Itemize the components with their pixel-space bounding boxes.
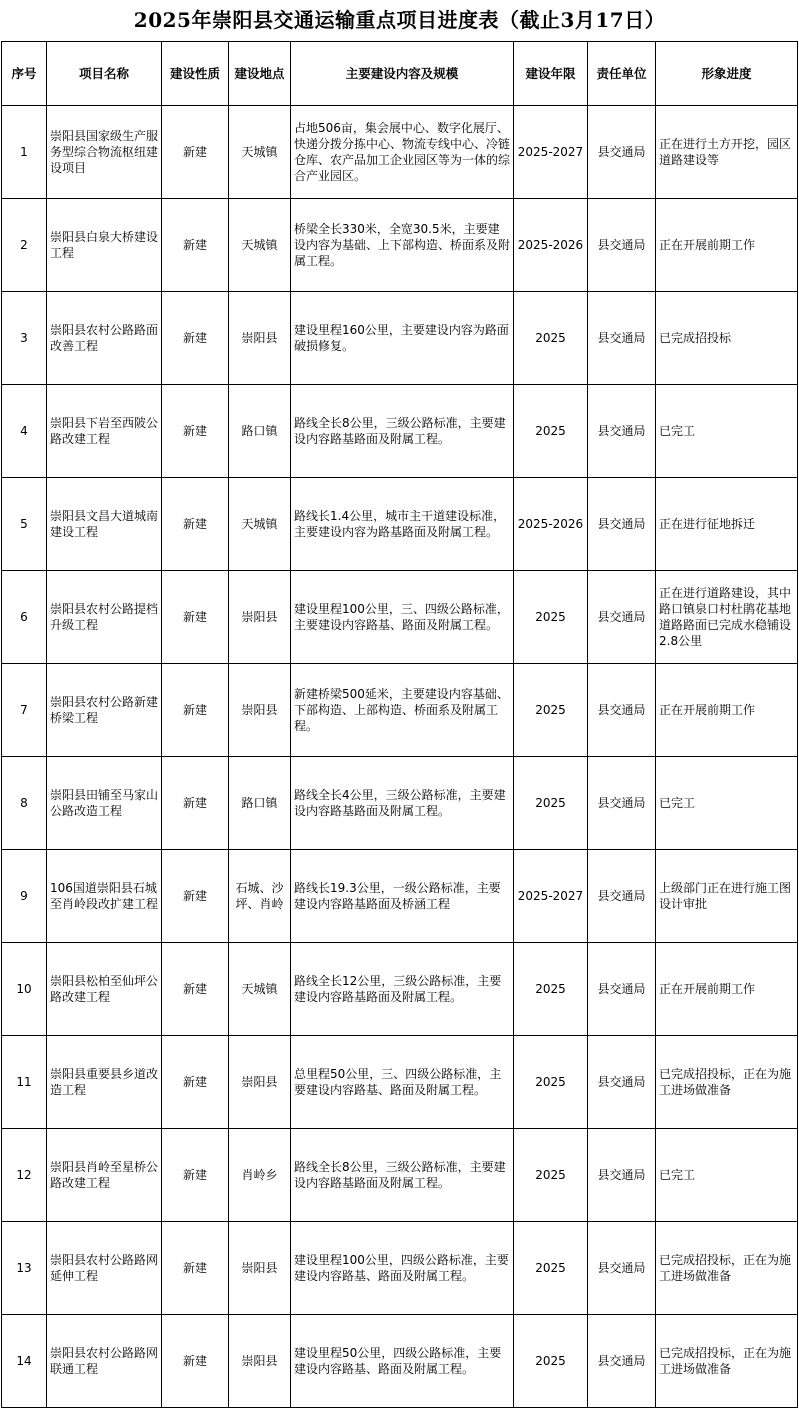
cell-location: 天城镇 [229,106,291,199]
cell-index: 10 [2,943,47,1036]
cell-location: 崇阳县 [229,292,291,385]
cell-content-scale: 路线全长8公里，三级公路标准，主要建设内容路基路面及附属工程。 [291,1129,514,1222]
cell-period: 2025 [514,757,588,850]
cell-index: 2 [2,199,47,292]
table-row [2,385,798,478]
cell-index: 14 [2,1315,47,1408]
cell-construction-type: 新建 [162,1315,229,1408]
cell-unit: 县交通局 [588,385,656,478]
cell-index: 12 [2,1129,47,1222]
header-period: 建设年限 [514,42,588,106]
cell-period: 2025-2026 [514,199,588,292]
cell-project-name: 崇阳县重要县乡道改造工程 [47,1036,162,1129]
cell-unit: 县交通局 [588,850,656,943]
cell-content-scale: 路线全长8公里，三级公路标准，主要建设内容路基路面及附属工程。 [291,385,514,478]
cell-period: 2025 [514,292,588,385]
cell-period: 2025 [514,385,588,478]
cell-location: 崇阳县 [229,571,291,664]
cell-content-scale: 新建桥梁500延米，主要建设内容基础、下部构造、上部构造、桥面系及附属工程。 [291,664,514,757]
header-progress: 形象进度 [656,42,798,106]
cell-index: 13 [2,1222,47,1315]
cell-unit: 县交通局 [588,478,656,571]
cell-period: 2025 [514,1315,588,1408]
cell-period: 2025 [514,571,588,664]
project-progress-table [1,41,798,1408]
cell-content-scale: 建设里程100公里，三、四级公路标准，主要建设内容路基、路面及附属工程。 [291,571,514,664]
cell-progress: 正在开展前期工作 [656,943,798,1036]
cell-construction-type: 新建 [162,757,229,850]
cell-location: 崇阳县 [229,1222,291,1315]
cell-construction-type: 新建 [162,1036,229,1129]
cell-period: 2025 [514,943,588,1036]
cell-progress: 正在开展前期工作 [656,664,798,757]
cell-project-name: 崇阳县白泉大桥建设工程 [47,199,162,292]
cell-unit: 县交通局 [588,943,656,1036]
cell-progress: 已完工 [656,757,798,850]
cell-construction-type: 新建 [162,199,229,292]
header-content-scale: 主要建设内容及规模 [291,42,514,106]
table-row [2,106,798,199]
cell-construction-type: 新建 [162,385,229,478]
cell-unit: 县交通局 [588,106,656,199]
cell-period: 2025-2026 [514,478,588,571]
cell-construction-type: 新建 [162,1222,229,1315]
cell-location: 天城镇 [229,943,291,1036]
cell-location: 崇阳县 [229,664,291,757]
cell-project-name: 崇阳县农村公路路网联通工程 [47,1315,162,1408]
cell-construction-type: 新建 [162,478,229,571]
cell-construction-type: 新建 [162,664,229,757]
cell-content-scale: 桥梁全长330米，全宽30.5米，主要建设内容为基础、上下部构造、桥面系及附属工程。 [291,199,514,292]
header-row [2,42,798,106]
cell-progress: 已完成招投标，正在为施工进场做准备 [656,1222,798,1315]
cell-project-name: 崇阳县文昌大道城南建设工程 [47,478,162,571]
cell-progress: 已完成招投标，正在为施工进场做准备 [656,1036,798,1129]
cell-index: 8 [2,757,47,850]
header-index: 序号 [2,42,47,106]
cell-period: 2025-2027 [514,106,588,199]
table-row [2,1315,798,1408]
cell-index: 4 [2,385,47,478]
cell-location: 天城镇 [229,199,291,292]
header-location: 建设地点 [229,42,291,106]
table-row [2,199,798,292]
cell-content-scale: 建设里程160公里，主要建设内容为路面破损修复。 [291,292,514,385]
cell-content-scale: 路线长19.3公里，一级公路标准，主要建设内容路基路面及桥涵工程 [291,850,514,943]
table-row [2,478,798,571]
cell-period: 2025 [514,664,588,757]
cell-progress: 正在进行土方开挖，园区道路建设等 [656,106,798,199]
cell-unit: 县交通局 [588,1222,656,1315]
cell-project-name: 崇阳县松柏至仙坪公路改建工程 [47,943,162,1036]
cell-progress: 正在进行征地拆迁 [656,478,798,571]
cell-content-scale: 路线全长12公里，三级公路标准，主要建设内容路基路面及附属工程。 [291,943,514,1036]
cell-unit: 县交通局 [588,1315,656,1408]
header-unit: 责任单位 [588,42,656,106]
cell-content-scale: 路线长1.4公里，城市主干道建设标准，主要建设内容为路基路面及附属工程。 [291,478,514,571]
table-row [2,1222,798,1315]
cell-location: 路口镇 [229,757,291,850]
cell-progress: 正在进行道路建设，其中路口镇泉口村杜鹃花基地道路路面已完成水稳铺设2.8公里 [656,571,798,664]
table-row [2,571,798,664]
cell-location: 天城镇 [229,478,291,571]
cell-content-scale: 建设里程50公里，四级公路标准，主要建设内容路基、路面及附属工程。 [291,1315,514,1408]
cell-index: 3 [2,292,47,385]
cell-progress: 已完工 [656,1129,798,1222]
table-row [2,1129,798,1222]
cell-project-name: 崇阳县农村公路新建桥梁工程 [47,664,162,757]
cell-progress: 已完工 [656,385,798,478]
cell-index: 7 [2,664,47,757]
table-row [2,943,798,1036]
table-row [2,292,798,385]
cell-progress: 上级部门正在进行施工图设计审批 [656,850,798,943]
cell-construction-type: 新建 [162,1129,229,1222]
table-header [2,42,798,106]
cell-construction-type: 新建 [162,106,229,199]
cell-index: 1 [2,106,47,199]
cell-unit: 县交通局 [588,199,656,292]
table-body [2,106,798,1408]
cell-project-name: 崇阳县农村公路路网延伸工程 [47,1222,162,1315]
cell-project-name: 崇阳县肖岭至星桥公路改建工程 [47,1129,162,1222]
cell-location: 路口镇 [229,385,291,478]
cell-progress: 正在开展前期工作 [656,199,798,292]
cell-unit: 县交通局 [588,292,656,385]
cell-project-name: 崇阳县农村公路提档升级工程 [47,571,162,664]
cell-unit: 县交通局 [588,1036,656,1129]
cell-location: 石城、沙坪、肖岭 [229,850,291,943]
cell-location: 崇阳县 [229,1315,291,1408]
cell-content-scale: 总里程50公里，三、四级公路标准，主要建设内容路基、路面及附属工程。 [291,1036,514,1129]
cell-project-name: 崇阳县下岩至西陂公路改建工程 [47,385,162,478]
cell-content-scale: 占地506亩，集会展中心、数字化展厅、快递分拨分拣中心、物流专线中心、冷链仓库、农产品加工企业园区等为一体的综合产业园区。 [291,106,514,199]
cell-content-scale: 建设里程100公里，四级公路标准，主要建设内容路基、路面及附属工程。 [291,1222,514,1315]
cell-period: 2025 [514,1036,588,1129]
cell-construction-type: 新建 [162,292,229,385]
cell-unit: 县交通局 [588,1129,656,1222]
cell-index: 11 [2,1036,47,1129]
table-row [2,850,798,943]
cell-unit: 县交通局 [588,757,656,850]
cell-project-name: 崇阳县国家级生产服务型综合物流枢纽建设项目 [47,106,162,199]
cell-construction-type: 新建 [162,943,229,1036]
header-project-name: 项目名称 [47,42,162,106]
cell-progress: 已完成招投标 [656,292,798,385]
cell-location: 崇阳县 [229,1036,291,1129]
cell-unit: 县交通局 [588,571,656,664]
header-construction-type: 建设性质 [162,42,229,106]
cell-construction-type: 新建 [162,850,229,943]
cell-project-name: 106国道崇阳县石城至肖岭段改扩建工程 [47,850,162,943]
cell-period: 2025 [514,1222,588,1315]
page-title: 2025年崇阳县交通运输重点项目进度表（截止3月17日） [133,8,666,32]
cell-period: 2025 [514,1129,588,1222]
cell-construction-type: 新建 [162,571,229,664]
cell-index: 9 [2,850,47,943]
table-row [2,1036,798,1129]
cell-index: 6 [2,571,47,664]
cell-index: 5 [2,478,47,571]
cell-project-name: 崇阳县农村公路路面改善工程 [47,292,162,385]
cell-period: 2025-2027 [514,850,588,943]
cell-unit: 县交通局 [588,664,656,757]
table-row [2,757,798,850]
table-row [2,664,798,757]
cell-project-name: 崇阳县田铺至马家山公路改造工程 [47,757,162,850]
cell-location: 肖岭乡 [229,1129,291,1222]
cell-content-scale: 路线全长4公里，三级公路标准，主要建设内容路基路面及附属工程。 [291,757,514,850]
cell-progress: 已完成招投标，正在为施工进场做准备 [656,1315,798,1408]
